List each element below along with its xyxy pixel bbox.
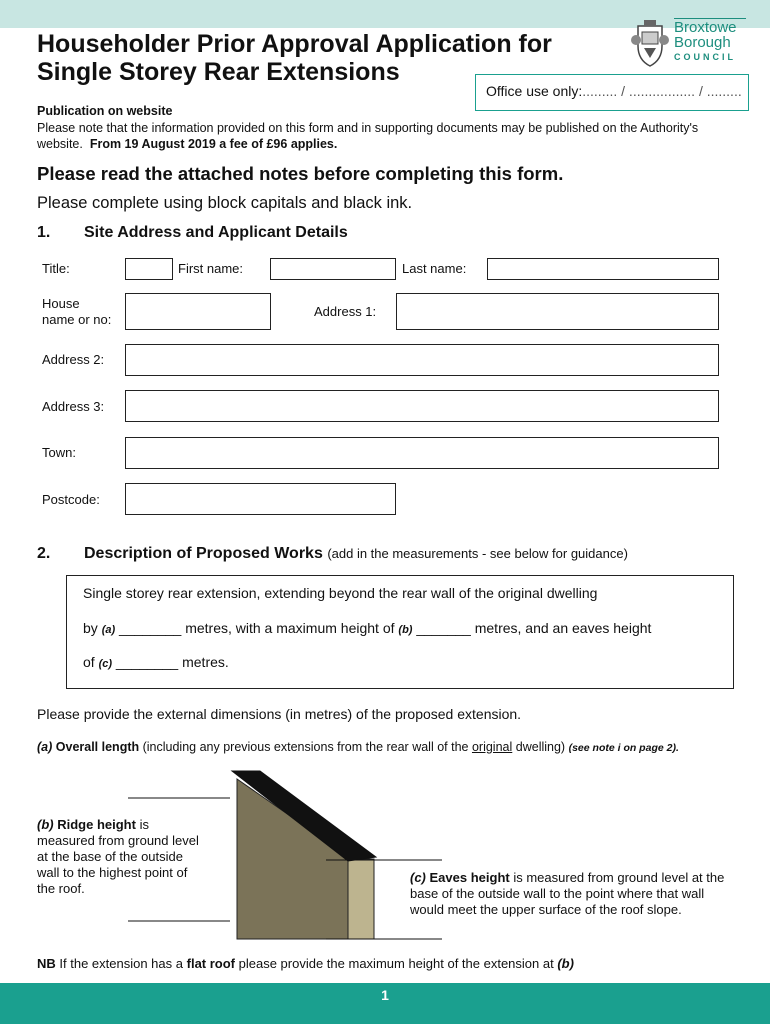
description-line-3: [83, 654, 229, 670]
line-3-pre: of: [83, 654, 95, 670]
logo-name-line-2: Borough: [674, 34, 731, 51]
note-a-page-ref: (see note i on page 2).: [568, 742, 679, 754]
note-b-bold: Ridge height: [57, 817, 136, 832]
block-capitals-instruction: Please complete using block capitals and black ink.: [37, 194, 413, 212]
address-2-field[interactable]: [125, 344, 719, 376]
crest-icon: [630, 20, 670, 68]
first-name-field[interactable]: [270, 258, 396, 280]
nb-marker: (b): [557, 956, 574, 971]
note-b-text: is measured from ground level at the base of the outside wall to the highest point of the roof.: [37, 817, 199, 896]
marker-b: (b): [398, 624, 413, 636]
office-use-label: Office use only:: [486, 83, 583, 99]
council-logo: [630, 18, 748, 68]
note-a-marker: (a): [37, 740, 53, 754]
publication-text: [37, 120, 747, 152]
office-use-box: [475, 74, 749, 111]
house-label-line-1: House: [42, 296, 80, 311]
house-label: [42, 296, 111, 328]
section-2-title: [84, 545, 628, 563]
note-c-marker: (c): [410, 870, 426, 885]
section-2-title-text: Description of Proposed Works: [84, 545, 323, 562]
house-label-line-2: name or no:: [42, 312, 112, 327]
nb-flat-roof: flat roof: [186, 956, 236, 971]
note-a-bold: Overall length: [55, 740, 140, 754]
note-b-marker: (b): [37, 817, 54, 832]
logo-name-line-1: Broxtowe: [674, 19, 737, 36]
address-2-label: Address 2:: [42, 352, 105, 367]
note-a: [37, 738, 737, 758]
diagram-end-wall: [348, 859, 374, 939]
house-field[interactable]: [125, 293, 271, 330]
description-line-2: [83, 620, 651, 636]
note-c: [410, 870, 730, 918]
publication-fee: From 19 August 2019 a fee of £96 applies.: [89, 137, 338, 151]
last-name-field[interactable]: [487, 258, 719, 280]
first-name-label: First name:: [178, 261, 244, 276]
marker-a: (a): [101, 624, 116, 636]
dimensions-intro: Please provide the external dimensions (in metres) of the proposed extension.: [37, 706, 522, 722]
section-2-number: 2.: [37, 545, 51, 562]
address-3-field[interactable]: [125, 390, 719, 422]
section-1-number: 1.: [37, 224, 51, 241]
note-a-underline: original: [471, 740, 513, 754]
nb-text-1: If the extension has a: [59, 956, 183, 971]
postcode-label: Postcode:: [42, 492, 100, 507]
nb-text-2: please provide the maximum height of the extension at: [238, 956, 554, 971]
description-box[interactable]: [66, 575, 734, 689]
section-2-subtitle: (add in the measurements - see below for guidance): [327, 546, 628, 561]
publication-heading: Publication on website: [37, 104, 173, 118]
line-2-pre: by: [83, 620, 98, 636]
note-c-text: is measured from ground level at the base of the outside wall to the point where that wall would meet the upper surface of the roof slope.: [410, 870, 725, 917]
note-b: [37, 817, 207, 897]
note-c-bold: Eaves height: [429, 870, 510, 885]
title-line-2: Single Storey Rear Extensions: [37, 58, 400, 86]
line-3-post: ________ metres.: [115, 654, 229, 670]
last-name-label: Last name:: [402, 261, 467, 276]
town-field[interactable]: [125, 437, 719, 469]
description-line-1: Single storey rear extension, extending beyond the rear wall of the original dwelling: [83, 585, 598, 601]
office-use-blank: ......... / ................. / .........: [582, 83, 742, 99]
line-2-mid: ________ metres, with a maximum height of: [119, 620, 395, 636]
address-1-label: Address 1:: [314, 304, 377, 319]
page-number: 1: [381, 987, 389, 1003]
title-label: Title:: [42, 261, 70, 276]
nb-note: [37, 956, 574, 971]
town-label: Town:: [42, 445, 76, 460]
note-a-text-2: dwelling): [515, 740, 566, 754]
nb-label: NB: [37, 956, 56, 971]
address-3-label: Address 3:: [42, 399, 105, 414]
title-line-1: Householder Prior Approval Application for: [37, 30, 552, 58]
line-2-post: _______ metres, and an eaves height: [416, 620, 652, 636]
section-1-title: Site Address and Applicant Details: [84, 224, 348, 241]
title-field[interactable]: [125, 258, 173, 280]
logo-name-line-3: COUNCIL: [674, 52, 736, 62]
address-1-field[interactable]: [396, 293, 719, 330]
publication-body: Please note that the information provided on this form and in supporting documents may be published on the Authority's website.: [37, 121, 699, 151]
marker-c: (c): [98, 658, 113, 670]
read-notes-heading: Please read the attached notes before completing this form.: [37, 163, 564, 184]
note-a-text-1: (including any previous extensions from the rear wall of the: [142, 740, 469, 754]
postcode-field[interactable]: [125, 483, 396, 515]
